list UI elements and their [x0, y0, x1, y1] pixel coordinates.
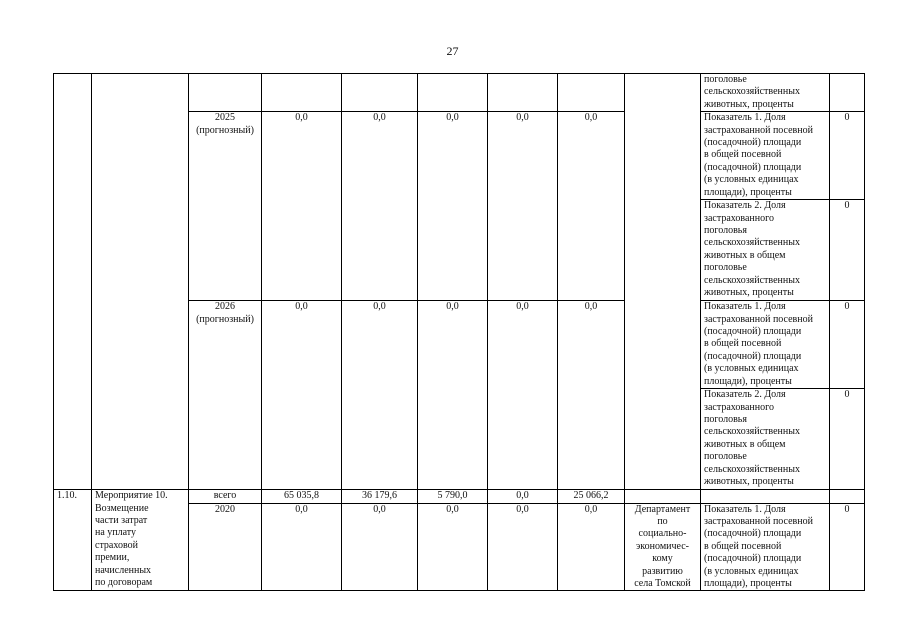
value-cell: 0,0 [558, 301, 625, 490]
indicator-value: 0 [830, 389, 865, 490]
value-cell: 36 179,6 [342, 490, 418, 503]
table-row [54, 74, 865, 112]
indicator-cell: поголовье сельскохозяйственных животных, проценты [701, 74, 830, 112]
executor-cell [625, 74, 701, 490]
value-cell: 0,0 [558, 503, 625, 591]
value-cell: 0,0 [418, 503, 488, 591]
number-cell: 1.10. [54, 490, 92, 591]
value-cell: 0,0 [488, 301, 558, 490]
value-cell: 0,0 [342, 301, 418, 490]
number-cell [54, 74, 92, 490]
indicator-cell: Показатель 1. Доля застрахованной посевной (посадочной) площади в общей посевной (посадочной) площади (в условных единицах площади), проценты [701, 112, 830, 200]
executor-cell: Департамент по социально- экономичес- кому развитию села Томской [625, 503, 701, 591]
indicator-cell: Показатель 1. Доля застрахованной посевной (посадочной) площади в общей посевной (посадочной) площади (в условных единицах площади), проценты [701, 301, 830, 389]
value-cell: 65 035,8 [262, 490, 342, 503]
value-cell: 0,0 [558, 112, 625, 301]
table-row [54, 490, 865, 503]
measure-cell: Мероприятие 10. Возмещение части затрат на уплату страховой премии, начисленных по договорам [92, 490, 189, 591]
value-cell: 0,0 [488, 503, 558, 591]
value-cell: 0,0 [342, 112, 418, 301]
value-cell: 0,0 [488, 112, 558, 301]
indicator-value: 0 [830, 503, 865, 591]
value-cell: 0,0 [262, 503, 342, 591]
indicator-value: 0 [830, 200, 865, 301]
indicator-cell: Показатель 2. Доля застрахованного поголовья сельскохозяйственных животных в общем поголовье сельскохозяйственных животных, проценты [701, 389, 830, 490]
indicator-value: 0 [830, 301, 865, 389]
year-cell: 2025 (прогнозный) [189, 112, 262, 301]
value-cell: 5 790,0 [418, 490, 488, 503]
program-table [53, 73, 865, 591]
value-cell: 0,0 [262, 112, 342, 301]
year-cell: всего [189, 490, 262, 503]
value-cell: 0,0 [342, 503, 418, 591]
value-cell: 25 066,2 [558, 490, 625, 503]
indicator-value: 0 [830, 112, 865, 200]
value-cell: 0,0 [418, 301, 488, 490]
indicator-cell: Показатель 2. Доля застрахованного поголовья сельскохозяйственных животных в общем поголовье сельскохозяйственных животных, проценты [701, 200, 830, 301]
value-cell: 0,0 [488, 490, 558, 503]
year-cell: 2020 [189, 503, 262, 591]
value-cell: 0,0 [262, 301, 342, 490]
measure-cell [92, 74, 189, 490]
indicator-cell: Показатель 1. Доля застрахованной посевной (посадочной) площади в общей посевной (посадочной) площади (в условных единицах площади), проценты [701, 503, 830, 591]
page-number: 27 [446, 44, 459, 58]
value-cell: 0,0 [418, 112, 488, 301]
year-cell: 2026 (прогнозный) [189, 301, 262, 490]
